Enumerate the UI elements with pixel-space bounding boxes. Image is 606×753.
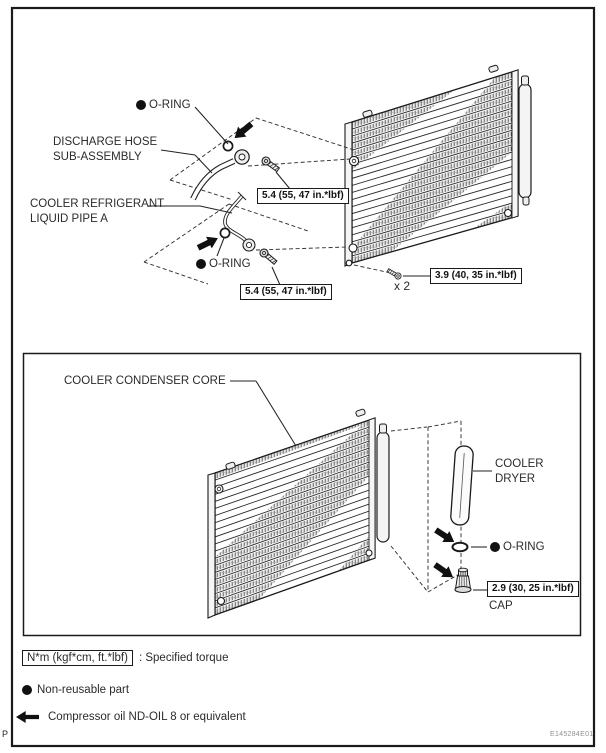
torque-spec-cap: 2.9 (30, 25 in.*lbf): [487, 581, 579, 597]
cooler-dryer-part: [450, 445, 473, 525]
cap-part: [455, 568, 471, 592]
compressor-oil-arrow-icon: [16, 711, 39, 723]
torque-spec-discharge-hose: 5.4 (55, 47 in.*lbf): [257, 188, 349, 204]
legend-torque-row: [22, 650, 228, 666]
leader-line: [161, 150, 195, 155]
oring-part-mid: [220, 228, 229, 237]
non-reusable-bullet-icon: [22, 685, 32, 695]
compressor-oil-arrow-icon: [230, 119, 255, 143]
oring-bottom-label: [490, 540, 545, 555]
legend-compressor-oil-text: Compressor oil ND-OIL 8 or equivalent: [48, 711, 246, 723]
leader-line: [200, 206, 232, 213]
torque-unit-box: N*m (kgf*cm, ft.*lbf): [22, 650, 133, 666]
legend-torque-caption: : Specified torque: [138, 652, 229, 664]
legend-non-reusable-row: [22, 684, 129, 696]
cooler-dryer-label: [495, 457, 544, 487]
oring-part-top: [223, 141, 232, 150]
page-marker: P: [2, 729, 9, 739]
receiver-tube-top: [519, 84, 531, 198]
leader-line: [276, 172, 290, 189]
cooler-dryer-label-line2: DRYER: [495, 473, 536, 485]
projection-dashed-line: [391, 546, 427, 591]
leader-line: [195, 107, 228, 144]
condenser-core-part: [208, 418, 375, 618]
non-reusable-bullet-icon: [490, 542, 500, 552]
cooler-dryer-label-line1: COOLER: [495, 458, 544, 470]
leader-line: [195, 155, 212, 173]
leader-line: [272, 267, 280, 285]
projection-dashed-line: [391, 427, 427, 431]
leader-line: [217, 238, 224, 256]
leader-line: [256, 381, 296, 446]
liquid-pipe-label: [30, 197, 164, 227]
oring-top-label-text: O-RING: [149, 99, 191, 111]
discharge-hose-label: [53, 135, 157, 165]
cap-label: CAP: [489, 600, 513, 612]
torque-spec-liquid-pipe: 5.4 (55, 47 in.*lbf): [240, 284, 332, 300]
oring-part-bottom: [453, 543, 468, 551]
oring-mid-label: [196, 257, 251, 272]
projection-dashed-line: [229, 204, 308, 231]
mount-bolt-count: x 2: [394, 279, 411, 293]
bolt: [258, 247, 278, 265]
condenser-core-label: COOLER CONDENSER CORE: [64, 375, 226, 387]
projection-dashed-line: [256, 118, 354, 150]
condenser-assembly: [345, 70, 518, 266]
non-reusable-bullet-icon: [136, 100, 146, 110]
receiver-tube-bottom: [377, 432, 389, 542]
legend-compressor-oil-row: [16, 711, 246, 723]
discharge-hose-label-line2: SUB-ASSEMBLY: [53, 151, 142, 163]
liquid-pipe-label-line2: LIQUID PIPE A: [30, 213, 108, 225]
projection-dashed-line: [354, 265, 391, 273]
figure-code: E145284E01: [550, 731, 594, 738]
legend-non-reusable-text: Non-reusable part: [37, 684, 130, 696]
oring-bottom-label-text: O-RING: [503, 541, 545, 553]
projection-dashed-line: [428, 421, 461, 427]
liquid-pipe-label-line1: COOLER REFRIGERANT: [30, 198, 165, 210]
compressor-oil-arrow-icon: [431, 559, 456, 582]
oring-mid-label-text: O-RING: [209, 258, 251, 270]
discharge-hose-label-line1: DISCHARGE HOSE: [53, 136, 158, 148]
oring-top-label: [136, 98, 191, 113]
torque-spec-mount-bolts: 3.9 (40, 35 in.*lbf): [430, 268, 522, 284]
discharge-hose-part: [193, 161, 234, 199]
projection-dashed-line: [256, 247, 347, 250]
compressor-oil-arrow-icon: [195, 232, 220, 253]
non-reusable-bullet-icon: [196, 259, 206, 269]
